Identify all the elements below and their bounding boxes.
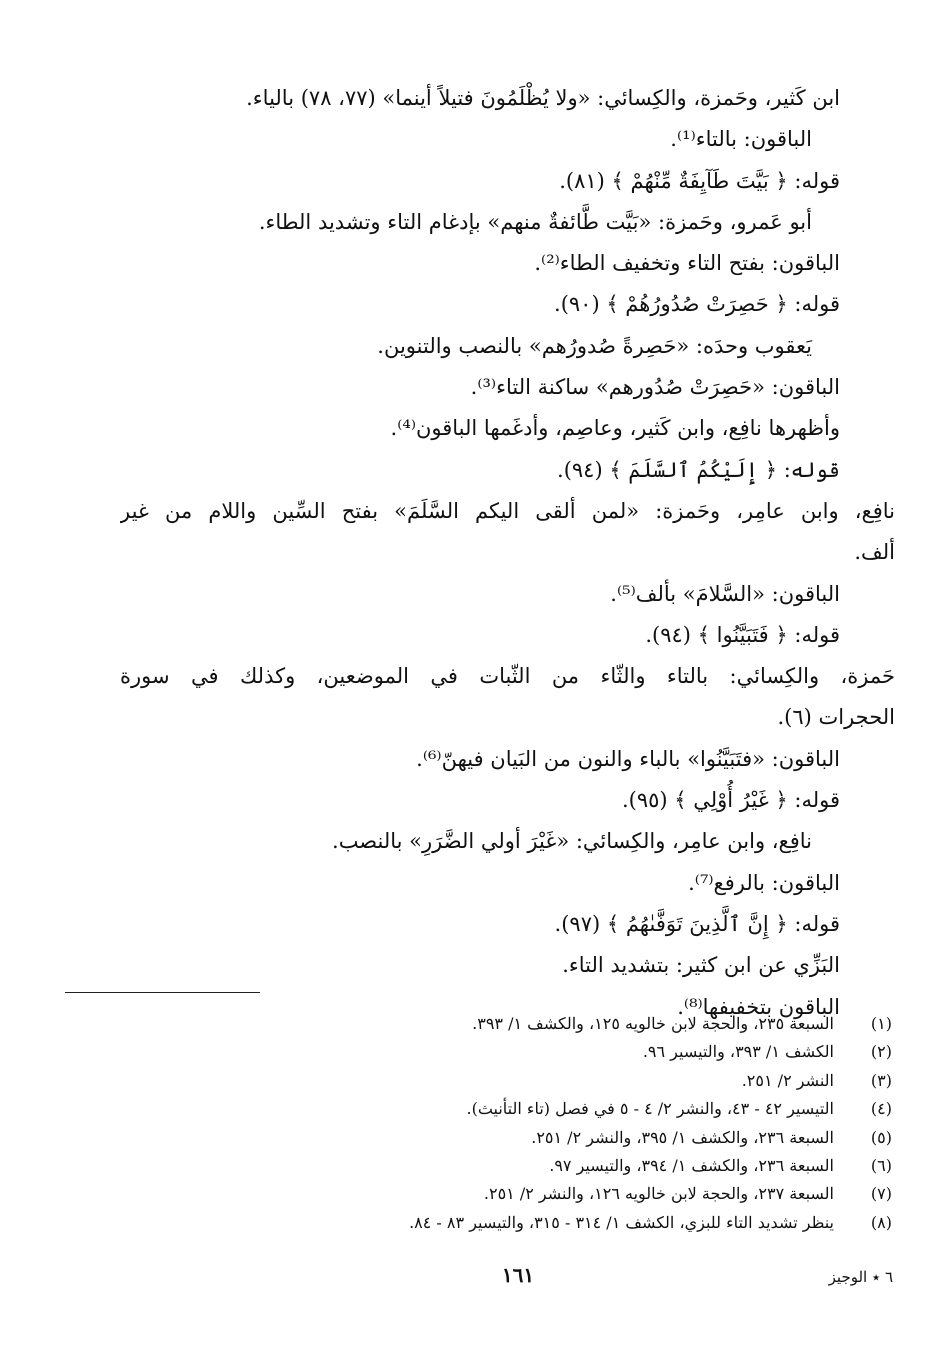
- text-line: ابن كَثير، وحَمزة، والكِسائي: «ولا يُظْلَمُونَ فتيلاً أينما» (٧٧، ٧٨) بالياء.: [246, 86, 840, 110]
- text-line: أبو عَمرو، وحَمزة: «بَيَّت طَّائفةٌ منهم» بإدغام التاء وتشديد الطاء.: [258, 209, 812, 234]
- footnote-text: السبعة ٢٣٦، والكشف ١/ ٣٩٥، والنشر ٢/ ٢٥١.: [531, 1127, 834, 1147]
- text-line: قوله: ﴿ حَصِرَتْ صُدُورُهُمْ ﴾ (٩٠).: [554, 292, 840, 317]
- footnote-text: السبعة ٢٣٥، والحجة لابن خالويه ١٢٥، والكشف ١/ ٣٩٣.: [472, 1014, 834, 1033]
- text-line: ألف.: [854, 540, 895, 565]
- text-line: نافِع، وابن عامِر، والكِسائي: «غَيْرَ أولي الضَّرَرِ» بالنصب.: [332, 829, 812, 854]
- text-line: نافِع، وابن عامِر، وحَمزة: «لمن ألقى اليكم السَّلَمَ» بفتح السِّين واللام من غير: [120, 498, 895, 523]
- footnote-text: الكشف ١/ ٣٩٣، والتيسير ٩٦.: [642, 1042, 834, 1062]
- text-line: البَزِّي عن ابن كثير: بتشديد التاء.: [562, 953, 840, 978]
- text-line: حَمزة، والكِسائي: بالتاء والثّاء من الثّبات في الموضعين، وكذلك في سورة: [120, 664, 895, 689]
- footnote-text: النشر ٢/ ٢٥١.: [741, 1070, 834, 1090]
- footnote-text: ينظر تشديد التاء للبزي، الكشف ١/ ٣١٤ - ٣١٥، والتيسير ٨٣ - ٨٤.: [409, 1212, 834, 1232]
- footnote: [252, 1038, 892, 1066]
- signature-mark: ٦ ٭ الوجيز: [828, 1268, 893, 1286]
- text-line: الباقون بتخفيفها⁽⁸⁾.: [677, 994, 840, 1019]
- footnote: [252, 1152, 892, 1180]
- text-line: الباقون: «حَصِرَتْ صُدُورهم» ساكنة التاء⁽³⁾.: [470, 375, 840, 400]
- text-line: الباقون: «فتَبَيَّنُوا» بالباء والنون من البَيان فيهنّ⁽⁶⁾.: [416, 746, 840, 771]
- footnote-text: السبعة ٢٣٦، والكشف ١/ ٣٩٤، والتيسير ٩٧.: [549, 1155, 834, 1175]
- text-line: وأظهرها نافِع، وابن كَثير، وعاصِم، وأدغَمها الباقون⁽⁴⁾.: [390, 416, 840, 441]
- text-line: الحجرات (٦).: [777, 705, 895, 730]
- footnote: [252, 1067, 892, 1095]
- footnote: [252, 1180, 892, 1208]
- footnote-number: (٧): [870, 1184, 892, 1204]
- footnote-number: (٣): [870, 1070, 892, 1090]
- text-line: قوله: ﴿ إِلَيْكُمُ ٱلسَّلَمَ ﴾ (٩٤).: [557, 457, 840, 482]
- text-line: قوله: ﴿ فَتَبَيَّنُوا ﴾ (٩٤).: [645, 622, 840, 647]
- footnote: [252, 1209, 892, 1237]
- footnote: [252, 1010, 892, 1038]
- footnote-number: (٤): [870, 1099, 892, 1119]
- footnote: [252, 1095, 892, 1123]
- footnote-number: (٢): [870, 1042, 892, 1062]
- text-line: الباقون: بالتاء⁽¹⁾.: [670, 127, 812, 152]
- footnote: [252, 1124, 892, 1152]
- footnote-text: التيسير ٤٢ - ٤٣، والنشر ٢/ ٤ - ٥ في فصل (تاء التأنيث).: [466, 1099, 834, 1119]
- footnote-text: السبعة ٢٣٧، والحجة لابن خالويه ١٢٦، والنشر ٢/ ٢٥١.: [483, 1184, 834, 1204]
- text-line: الباقون: بفتح التاء وتخفيف الطاء⁽²⁾.: [534, 251, 840, 276]
- text-line: الباقون: «السَّلامَ» بألف⁽⁵⁾.: [610, 581, 840, 606]
- footnote-number: (٨): [870, 1212, 892, 1232]
- text-line: قوله: ﴿ غَيْرُ أُوْلِي ﴾ (٩٥).: [621, 788, 840, 813]
- footnote-number: (١): [870, 1014, 892, 1033]
- text-line: الباقون: بالرفع⁽⁷⁾.: [688, 870, 840, 895]
- footnotes: [252, 1010, 892, 1237]
- text-line: يَعقوب وحدَه: «حَصِرةً صُدورُهم» بالنصب والتنوين.: [377, 333, 812, 358]
- footnote-divider: [65, 992, 260, 993]
- text-line: قوله: ﴿ بَيَّتَ طَآيِفَةٌ مِّنْهُمْ ﴾ (٨١).: [559, 168, 840, 193]
- footnote-number: (٥): [870, 1127, 892, 1147]
- body-text: [120, 78, 895, 1028]
- page-number: ١٦١: [501, 1263, 535, 1287]
- text-line: قوله: ﴿ إِنَّ ٱلَّذِينَ تَوَفَّىٰهُمُ ﴾ (٩٧).: [554, 911, 840, 936]
- footnote-number: (٦): [870, 1155, 892, 1175]
